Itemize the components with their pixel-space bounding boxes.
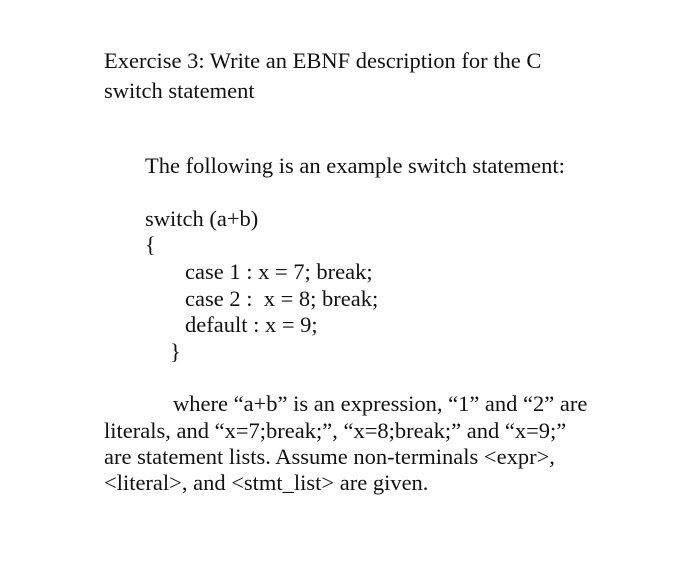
explanation-line-3: are statement lists. Assume non-terminals <expr>,	[104, 444, 555, 469]
intro-text: The following is an example switch statement:	[145, 153, 565, 178]
code-case-1: case 1 : x = 7; break;	[185, 259, 373, 284]
code-close-brace: }	[170, 339, 181, 364]
code-open-brace: {	[145, 232, 156, 257]
explanation-line-2: literals, and “x=7;break;”, “x=8;break;” and “x=9;”	[104, 418, 567, 443]
code-default-case: default : x = 9;	[185, 312, 318, 337]
explanation-line-4: <literal>, and <stmt_list> are given.	[104, 470, 429, 495]
exercise-title-line-1: Exercise 3: Write an EBNF description for the C	[104, 48, 542, 73]
explanation-line-1: where “a+b” is an expression, “1” and “2” are	[173, 391, 588, 416]
code-switch-header: switch (a+b)	[145, 206, 259, 231]
code-case-2: case 2 : x = 8; break;	[185, 286, 379, 311]
exercise-title-line-2: switch statement	[104, 78, 255, 103]
